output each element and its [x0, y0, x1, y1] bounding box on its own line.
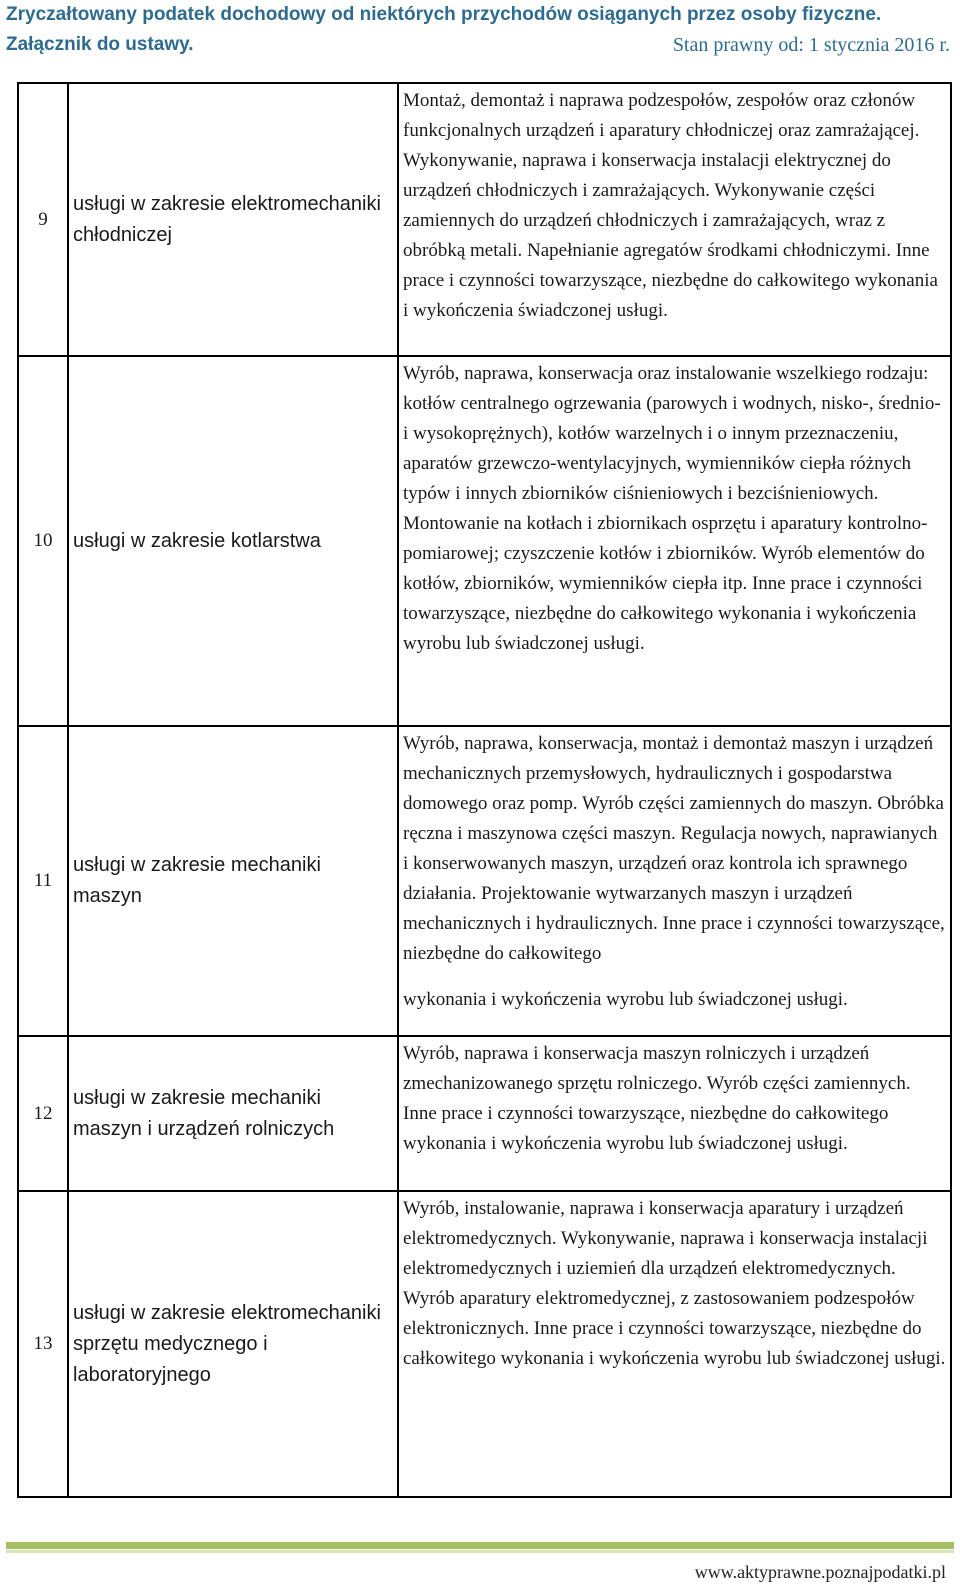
- table-row: [18, 1191, 951, 1497]
- service-name: usługi w zakresie kotlarstwa: [68, 356, 398, 726]
- service-description: [398, 726, 951, 1036]
- service-name: usługi w zakresie mechaniki maszyn: [68, 726, 398, 1036]
- service-description-continued: wykonania i wykończenia wyrobu lub świadczonej usługi.: [403, 989, 848, 1010]
- services-table: [17, 82, 952, 1498]
- service-description-main: Wyrób, naprawa, konserwacja, montaż i demontaż maszyn i urządzeń mechanicznych przemysłowych, hydraulicznych i gospodarstwa domowego oraz pomp. Wyrób części zamiennych do maszyn. Obróbka ręczna i maszynowa części maszyn. Regulacja nowych, naprawianych i konserwowanych maszyn, urządzeń oraz kontrola ich sprawnego działania. Projektowanie wytwarzanych maszyn i urządzeń mechanicznych i hydraulicznych. Inne prace i czynności towarzyszące, niezbędne do całkowitego: [403, 733, 945, 964]
- service-name: usługi w zakresie elektromechaniki chłodniczej: [68, 83, 398, 356]
- table-row: [18, 83, 951, 356]
- legal-status-date: Stan prawny od: 1 stycznia 2016 r.: [672, 34, 950, 56]
- service-description: Montaż, demontaż i naprawa podzespołów, zespołów oraz członów funkcjonalnych urządzeń i aparatury chłodniczej oraz zamrażającej. Wykonywanie, naprawa i konserwacja instalacji elektrycznej do urządzeń chłodniczych i zamrażających. Wykonywanie części zamiennych do urządzeń chłodniczych i zamrażających, wraz z obróbką metali. Napełnianie agregatów środkami chłodniczymi. Inne prace i czynności towarzyszące, niezbędne do całkowitego wykonania i wykończenia świadczonej usługi.: [398, 83, 951, 356]
- document-subtitle: Załącznik do ustawy.: [6, 34, 194, 55]
- service-description: Wyrób, instalowanie, naprawa i konserwacja aparatury i urządzeń elektromedycznych. Wykonywanie, naprawa i konserwacja instalacji elektromedycznych i uziemień dla urządzeń elektromedycznych. Wyrób aparatury elektromedycznej, z zastosowaniem podzespołów elektronicznych. Inne prace i czynności towarzyszące, niezbędne do całkowitego wykonania i wykończenia wyrobu lub świadczonej usługi.: [398, 1191, 951, 1497]
- service-name: usługi w zakresie elektromechaniki sprzętu medycznego i laboratoryjnego: [68, 1191, 398, 1497]
- row-number: 10: [18, 356, 68, 726]
- row-number: 12: [18, 1036, 68, 1191]
- table-row: [18, 726, 951, 1036]
- service-description: Wyrób, naprawa i konserwacja maszyn rolniczych i urządzeń zmechanizowanego sprzętu rolniczego. Wyrób części zamiennych. Inne prace i czynności towarzyszące, niezbędne do całkowitego wykonania i wykończenia wyrobu lub świadczonej usługi.: [398, 1036, 951, 1191]
- row-number: 13: [18, 1191, 68, 1497]
- service-description: Wyrób, naprawa, konserwacja oraz instalowanie wszelkiego rodzaju: kotłów centralnego ogrzewania (parowych i wodnych, nisko-, średnio- i wysokoprężnych), kotłów warzelnych i o innym przeznaczeniu, aparatów grzewczo-wentylacyjnych, wymienników ciepła różnych typów i innych zbiorników ciśnieniowych i bezciśnieniowych. Montowanie na kotłach i zbiornikach osprzętu i aparatury kontrolno-pomiarowej; czyszczenie kotłów i zbiorników. Wyrób elementów do kotłów, zbiorników, wymienników ciepła itp. Inne prace i czynności towarzyszące, niezbędne do całkowitego wykonania i wykończenia wyrobu lub świadczonej usługi.: [398, 356, 951, 726]
- footer-divider: [6, 1542, 954, 1549]
- document-title: Zryczałtowany podatek dochodowy od niektórych przychodów osiąganych przez osoby fizyczne.: [6, 4, 882, 25]
- table-row: [18, 1036, 951, 1191]
- row-number: 9: [18, 83, 68, 356]
- service-name: usługi w zakresie mechaniki maszyn i urządzeń rolniczych: [68, 1036, 398, 1191]
- row-number: 11: [18, 726, 68, 1036]
- footer-divider-light: [6, 1550, 954, 1553]
- table-row: [18, 356, 951, 726]
- document-subtitle-line: [6, 34, 950, 56]
- footer-website-link[interactable]: www.aktyprawne.poznajpodatki.pl: [694, 1562, 946, 1582]
